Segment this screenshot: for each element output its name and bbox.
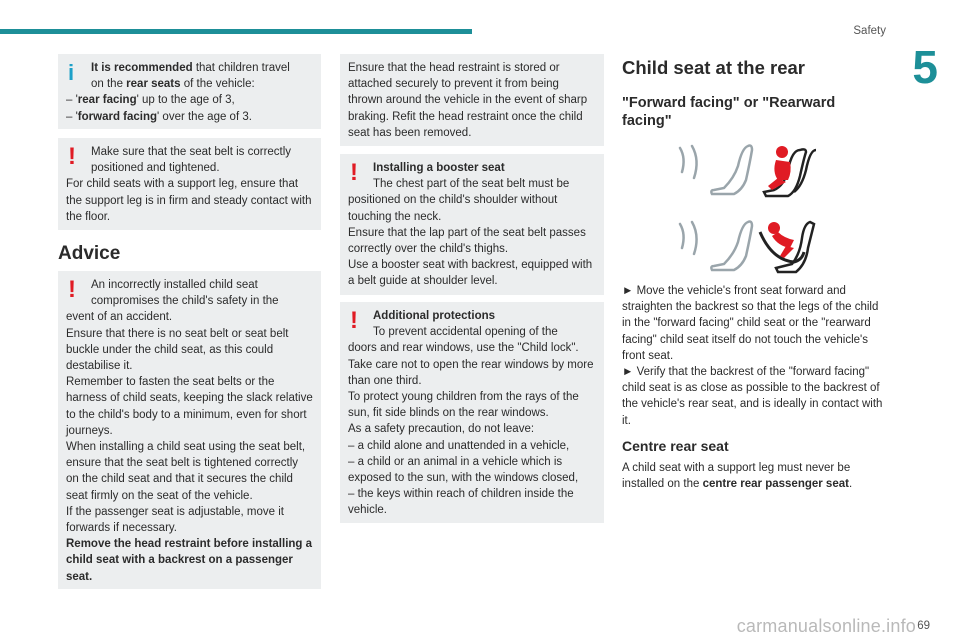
forward-facing-seat-icon	[676, 142, 822, 198]
seatbelt-warning-box: ! Make sure that the seat belt is correctly positioned and tightened. For child seats with a support leg, ensure that the support leg is in firm and steady contact with the floor.	[58, 138, 321, 230]
headrest-note-box: Ensure that the head restraint is stored or attached securely to prevent it from being thrown around the vehicle in the event of sharp braking. Refit the head restraint once the child seat has been removed.	[340, 54, 604, 146]
advice-heading: Advice	[58, 243, 121, 264]
section-title: Safety	[853, 25, 886, 37]
child-seat-rear-heading: Child seat at the rear	[622, 57, 806, 78]
booster-warning-box: ! Installing a booster seat The chest part of the seat belt must be positioned on the child's shoulder without touching the neck. Ensure that the lap part of the seat belt passes correctly over the child's thighs. Use a booster seat with backrest, equipped with a belt guide at shoulder level.	[340, 154, 604, 295]
warning-icon: !	[68, 143, 76, 170]
centre-rear-seat-heading: Centre rear seat	[622, 438, 729, 454]
page-number: 69	[917, 620, 930, 632]
watermark: carmanualsonline.info	[736, 616, 916, 636]
recommend-info-box: i It is recommended that children travel on the rear seats of the vehicle: – 'rear facing' up to the age of 3, – 'forward facing' over the age of 3.	[58, 54, 321, 129]
facing-subheading: "Forward facing" or "Rearward facing"	[622, 95, 836, 129]
rearward-facing-seat-icon	[676, 218, 822, 274]
instruction-paragraph-1: ► Move the vehicle's front seat forward and straighten the backrest so that the legs of the child in the "forward facing" child seat or the "rearward facing" child seat itself do not touch the vehicle's front seat.	[622, 285, 879, 362]
info-icon: i	[68, 60, 75, 85]
protections-warning-box: ! Additional protections To prevent accidental opening of the doors and rear windows, use the "Child lock". Take care not to open the rear windows by more than one third. To protect young children from the rays of the sun, fit side blinds on the rear windows. As a safety precaution, do not leave: – a child alone and unattended in a vehicle, – a child or an animal in a vehicle which is exposed to the sun, with the windows closed, – the keys within reach of children inside the vehicle.	[340, 302, 604, 523]
warning-icon: !	[350, 307, 358, 334]
chapter-number: 5	[912, 41, 938, 93]
instruction-paragraph-2: ► Verify that the backrest of the "forward facing" child seat is as close as possible to the backrest of the vehicle's rear seat, and is ideally in contact with it.	[622, 366, 883, 427]
warning-icon: !	[350, 159, 358, 186]
warning-icon: !	[68, 276, 76, 303]
advice-warning-box: ! An incorrectly installed child seat compromises the child's safety in the event of an accident. Ensure that there is no seat belt or seat belt buckle under the child seat, as this could destabilise it. Remember to fasten the seat belts or the harness of child seats, keeping the slack relative to the child's body to a minimum, even for short journeys. When installing a child seat using the seat belt, ensure that the seat belt is tightened correctly on the child seat and that it secures the child seat firmly on the seat of the vehicle. If the passenger seat is adjustable, move it forwards if necessary. Remove the head restraint before installing a child seat with a backrest on a passenger seat.	[58, 271, 321, 589]
header-accent-bar	[0, 29, 472, 34]
centre-rear-paragraph: A child seat with a support leg must never be installed on the centre rear passenger seat.	[622, 462, 853, 491]
